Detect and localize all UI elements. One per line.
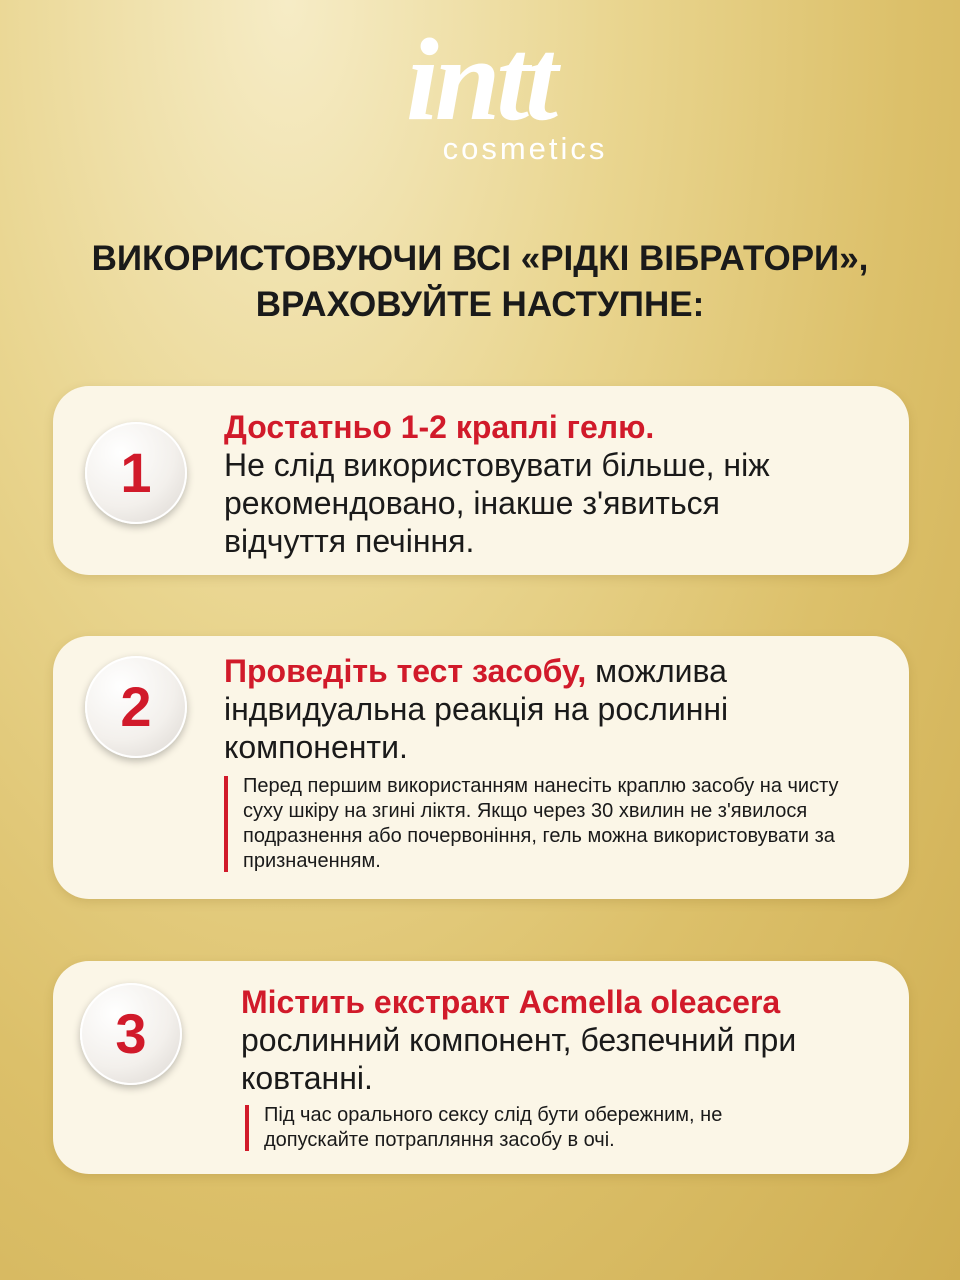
headline-line-2: ВРАХОВУЙТЕ НАСТУПНЕ: bbox=[255, 285, 705, 324]
tip-highlight-1: Достатньо 1-2 краплі гелю. bbox=[224, 409, 655, 445]
headline-line-1: ВИКОРИСТОВУЮЧИ ВСІ «РІДКІ ВІБРАТОРИ», bbox=[91, 239, 869, 278]
number-badge-2: 2 bbox=[85, 656, 187, 758]
tip-body-1: Не слід використовувати більше, ніж рекомендовано, інакше з'явиться відчуття печіння. bbox=[224, 447, 770, 559]
tip-highlight-2: Проведіть тест засобу, bbox=[224, 653, 587, 689]
tip-text-2 bbox=[224, 652, 784, 766]
number-badge-3: 3 bbox=[80, 983, 182, 1085]
tip-card-1 bbox=[53, 386, 909, 575]
tip-body-2: можлива індвидуальна реакція на рослинні компоненти. bbox=[224, 653, 729, 765]
brand-logo bbox=[0, 14, 960, 166]
tip-highlight-3: Містить екстракт Acmella oleacera bbox=[241, 984, 781, 1020]
note-accent-bar-2 bbox=[224, 776, 228, 872]
tip-note-2 bbox=[224, 774, 879, 874]
page-headline bbox=[40, 236, 920, 328]
brand-name: intt bbox=[406, 14, 554, 145]
tip-note-text-3: Під час орального сексу слід бути обережним, не допускайте потрапляння засобу в очі. bbox=[264, 1104, 723, 1151]
number-badge-1: 1 bbox=[85, 422, 187, 524]
tip-note-3 bbox=[245, 1103, 824, 1153]
tip-card-2 bbox=[53, 636, 909, 899]
brand-subtitle: cosmetics bbox=[442, 131, 608, 166]
note-accent-bar-3 bbox=[245, 1105, 249, 1151]
tip-text-1 bbox=[224, 408, 784, 560]
tip-text-3 bbox=[241, 983, 801, 1097]
tip-body-3: рослинний компонент, безпечний при ковтанні. bbox=[241, 1022, 797, 1096]
tip-card-3 bbox=[53, 961, 909, 1174]
tip-note-text-2: Перед першим використанням нанесіть краплю засобу на чисту суху шкіру на згині ліктя. Якщо через 30 хвилин не з'явилося подразнення або почервоніння, гель можна використовувати за призначенням. bbox=[243, 775, 839, 872]
